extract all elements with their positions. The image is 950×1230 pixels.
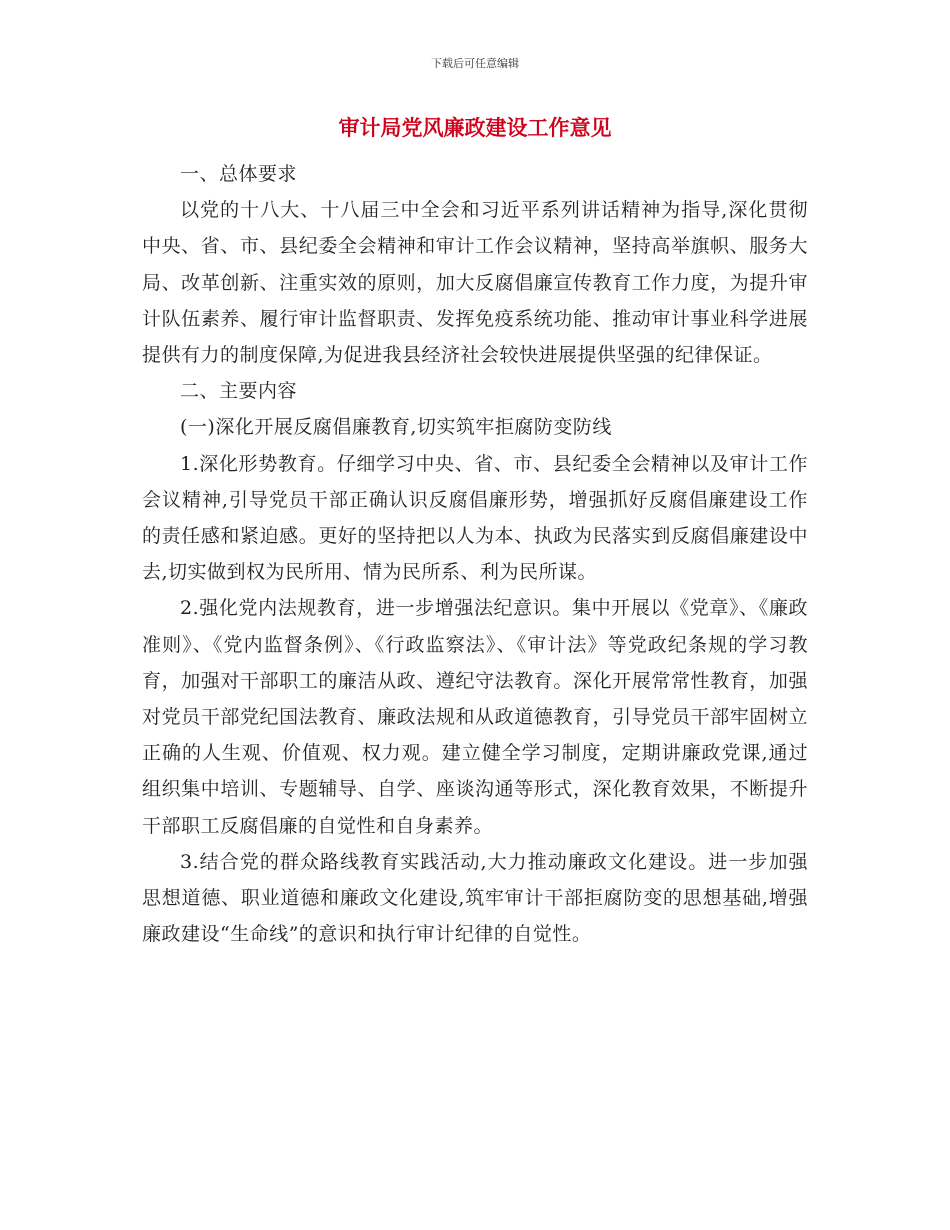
paragraph-item-1: 1.深化形势教育。仔细学习中央、省、市、县纪委全会精神以及审计工作会议精神,引导党员干部正确认识反腐倡廉形势，增强抓好反腐倡廉建设工作的责任感和紧迫感。更好的坚持把以人为本、执政为民落实到反腐倡廉建设中去,切实做到权为民所用、情为民所系、利为民所谋。 xyxy=(142,452,808,584)
paragraph-item-3: 3.结合党的群众路线教育实践活动,大力推动廉政文化建设。进一步加强思想道德、职业道德和廉政文化建设,筑牢审计干部拒腐防变的思想基础,增强廉政建设“生命线”的意识和执行审计纪律的自觉性。 xyxy=(142,850,808,946)
section-heading-main-content: 二、主要内容 xyxy=(180,380,298,403)
document-title: 审计局党风廉政建设工作意见 xyxy=(338,115,612,140)
document-body xyxy=(142,156,808,952)
section-heading-general-requirements: 一、总体要求 xyxy=(180,163,298,185)
subsection-heading-anticorruption-education: (一)深化开展反腐倡廉教育,切实筑牢拒腐防变防线 xyxy=(180,416,612,439)
paragraph-guiding-principles: 以党的十八大、十八届三中全会和习近平系列讲话精神为指导,深化贯彻中央、省、市、县纪委全会精神和审计工作会议精神，坚持高举旗帜、服务大局、改革创新、注重实效的原则，加大反腐倡廉宣传教育工作力度，为提升审计队伍素养、履行审计监督职责、发挥免疫系统功能、推动审计事业科学进展提供有力的制度保障,为促进我县经济社会较快进展提供坚强的纪律保证。 xyxy=(142,199,808,367)
paragraph-item-2: 2.强化党内法规教育，进一步增强法纪意识。集中开展以《党章》、《廉政准则》、《党内监督条例》、《行政监察法》、《审计法》等党政纪条规的学习教育，加强对干部职工的廉洁从政、遵纪守法教育。深化开展常常性教育，加强对党员干部党纪国法教育、廉政法规和从政道德教育，引导党员干部牢固树立正确的人生观、价值观、权力观。建立健全学习制度，定期讲廉政党课,通过组织集中培训、专题辅导、自学、座谈沟通等形式，深化教育效果，不断提升干部职工反腐倡廉的自觉性和自身素养。 xyxy=(142,597,808,837)
header-note: 下载后可任意编辑 xyxy=(431,57,519,70)
